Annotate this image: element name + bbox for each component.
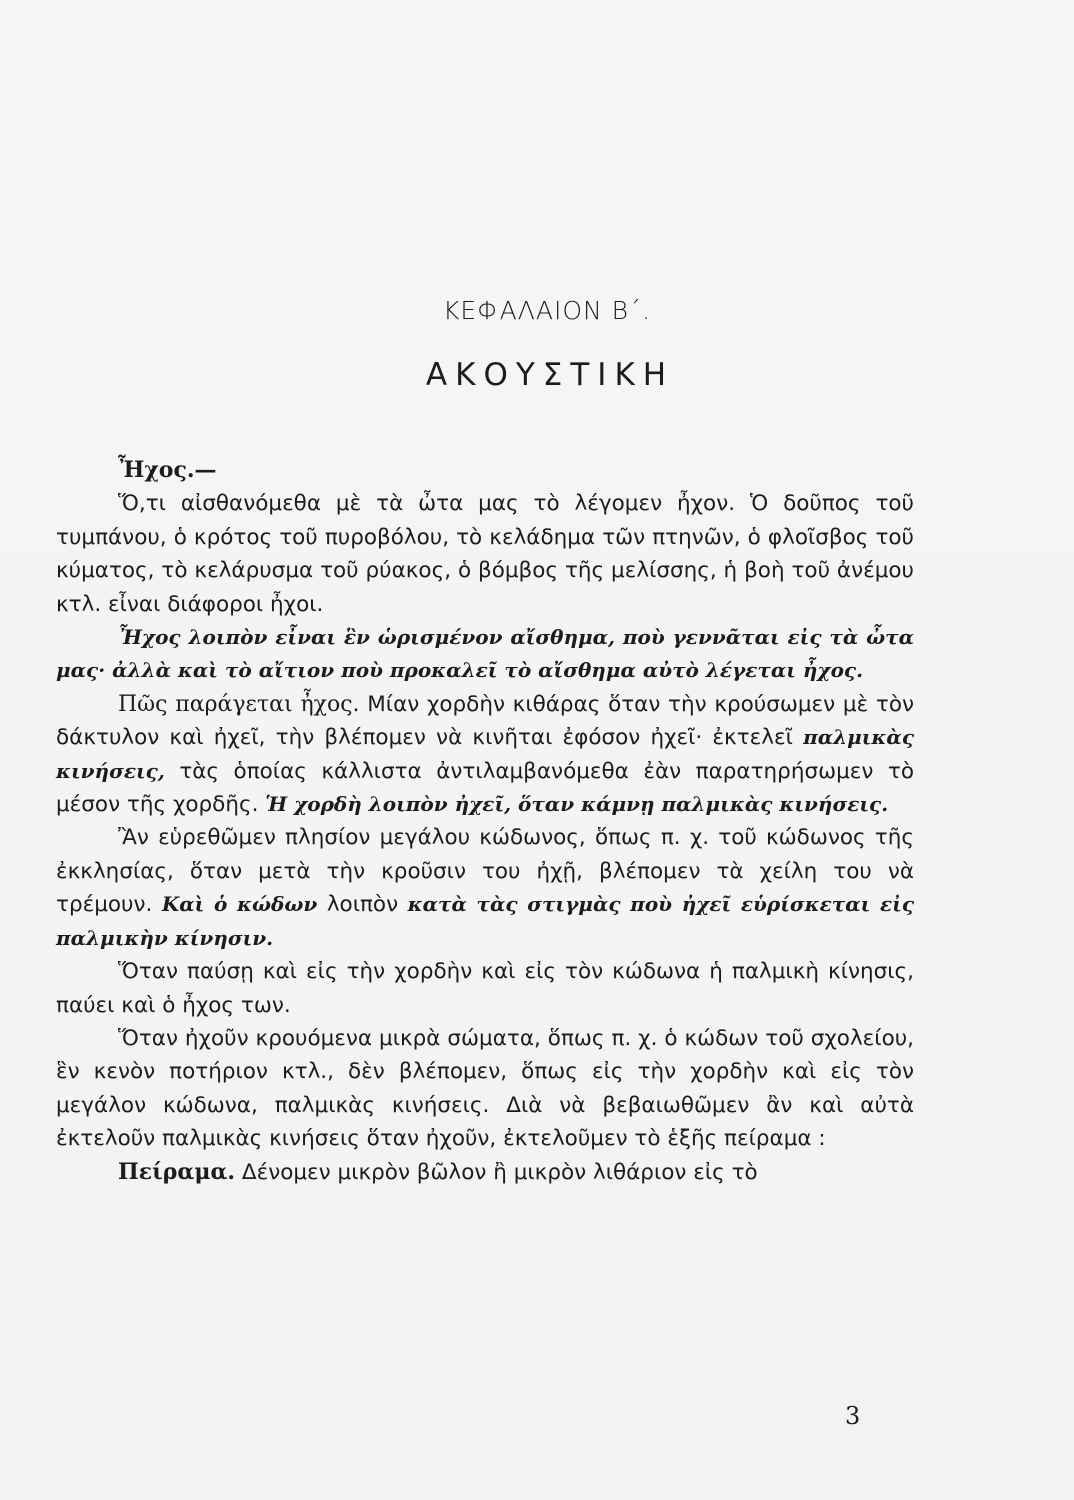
chapter-label: ΚΕΦΑΛΑΙΟΝ Β΄. xyxy=(442,296,652,325)
paragraph-3-lead: Πῶς παράγεται ἦχος. xyxy=(118,691,360,717)
page-number: 3 xyxy=(845,1402,861,1430)
paragraph-3: Πῶς παράγεται ἦχος. Μίαν χορδὴν κιθάρας ὅταν τὴν κρούσωμεν μὲ τὸν δάκτυλον καὶ ἠχεῖ, τὴν βλέπομεν νὰ κινῆται ἐφόσον ἠχεῖ· ἐκτελεῖ παλμικὰς κινήσεις, τὰς ὁποίας κάλλιστα ἀντιλαμβανόμεθα ἐὰν παρατηρήσωμεν τὸ μέσον τῆς χορδῆς. Ἡ χορδὴ λοιπὸν ἠχεῖ, ὅταν κάμνῃ παλμικὰς κινήσεις. xyxy=(56,691,914,818)
paragraph-7-lead: Πείραμα. xyxy=(118,1158,236,1185)
paragraph-5: Ὅταν παύσῃ καὶ εἰς τὴν χορδὴν καὶ εἰς τὸν κώδωνα ἡ παλμικὴ κίνησις, παύει καὶ ὁ ἦχος των. xyxy=(56,959,914,1018)
body-text xyxy=(56,454,914,1189)
paragraph-1: Ὅ,τι αἰσθανόμεθα μὲ τὰ ὦτα μας τὸ λέγομεν ἦχον. Ὁ δοῦπος τοῦ τυμπάνου, ὁ κρότος τοῦ πυροβόλου, τὸ κελάδημα τῶν πτηνῶν, ὁ φλοῖσβος τοῦ κύματος, τὸ κελάρυσμα τοῦ ρύακος, ὁ βόμβος τῆς μελίσσης, ἡ βοὴ τοῦ ἀνέμου κτλ. εἶναι διάφοροι ἦχοι. xyxy=(56,491,914,617)
paragraph-4: Ἂν εὑρεθῶμεν πλησίον μεγάλου κώδωνος, ὅπως π. χ. τοῦ κώδωνος τῆς ἐκκλησίας, ὅταν μετὰ τὴν κροῦσιν του ἠχῇ, βλέπομεν τὰ χείλη του νὰ τρέμουν. Καὶ ὁ κώδων λοιπὸν κατὰ τὰς στιγμὰς ποὺ ἠχεῖ εὑρίσκεται εἰς παλμικὴν κίνησιν. xyxy=(56,825,915,950)
paragraph-7: Πείραμα. Δένομεν μικρὸν βῶλον ἢ μικρὸν λιθάριον εἰς τὸ xyxy=(118,1158,758,1185)
section-heading: Ἦχος.— xyxy=(118,457,217,483)
paragraph-6: Ὅταν ἠχοῦν κρουόμενα μικρὰ σώματα, ὅπως π. χ. ὁ κώδων τοῦ σχολείου, ἓν κενὸν ποτήριον κτλ., δὲν βλέπομεν, ὅπως εἰς τὴν χορδὴν καὶ εἰς τὸν μεγάλον κώδωνα, παλμικὰς κινήσεις. Διὰ νὰ βεβαιωθῶμεν ἂν καὶ αὐτὰ ἐκτελοῦν παλμικὰς κινήσεις ὅταν ἠχοῦν, ἐκτελοῦμεν τὸ ἑξῆς πείραμα : xyxy=(56,1025,914,1152)
paragraph-2-definition: Ἦχος λοιπὸν εἶναι ἓν ὡρισμένον αἴσθημα, ποὺ γεννᾶται εἰς τὰ ὦτα μας· ἀλλὰ καὶ τὸ αἴτιον ποὺ προκαλεῖ τὸ αἴσθημα αὐτὸ λέγεται ἦχος. xyxy=(56,625,914,683)
chapter-title: ΑΚΟΥΣΤΙΚΗ xyxy=(425,357,675,393)
